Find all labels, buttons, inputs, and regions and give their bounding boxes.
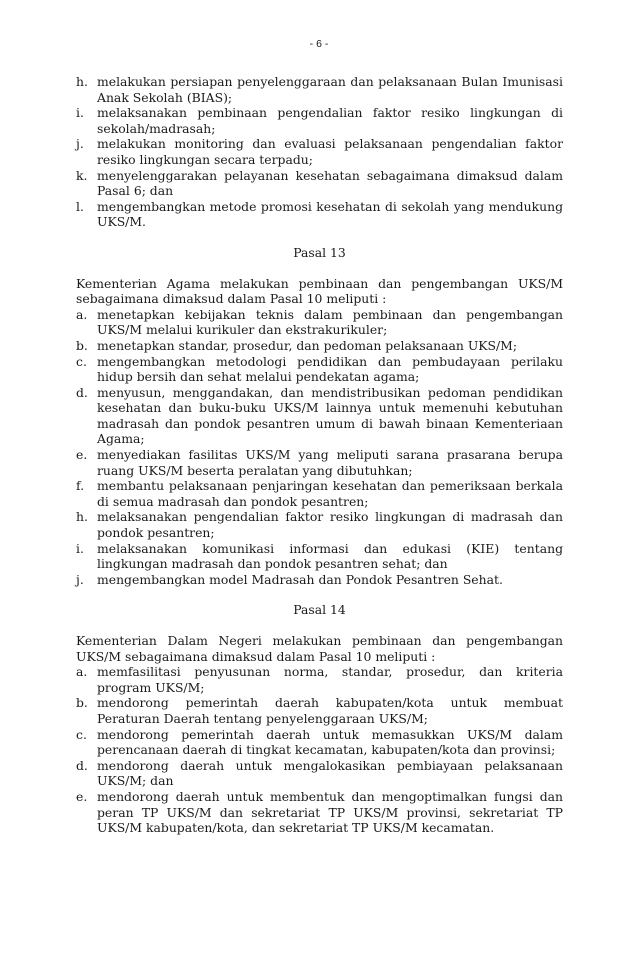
- list-continued: [76, 74, 563, 230]
- list-item-marker: a.: [76, 664, 88, 680]
- pasal-14-intro: Kementerian Dalam Negeri melakukan pembinaan dan pengembangan UKS/M sebagaimana dimaksud dalam Pasal 10 meliputi :: [76, 633, 563, 664]
- list-item-marker: i.: [76, 540, 84, 556]
- list-item-text: mendorong pemerintah daerah kabupaten/kota untuk membuat Peraturan Daerah tentang penyelenggaraan UKS/M;: [97, 695, 563, 726]
- list-item: [76, 695, 563, 726]
- list-item: [76, 105, 563, 136]
- page-number: - 6 -: [309, 38, 329, 50]
- list-item-marker: d.: [76, 757, 88, 773]
- list-item-text: melaksanakan pengendalian faktor resiko lingkungan di madrasah dan pondok pesantren;: [97, 509, 563, 541]
- list-item-text: melakukan persiapan penyelenggaraan dan pelaksanaan Bulan Imunisasi Anak Sekolah (BIAS);: [97, 74, 563, 105]
- list-item: [76, 338, 563, 354]
- list-item-text: melakukan monitoring dan evaluasi pelaksanaan pengendalian faktor resiko lingkungan secara terpadu;: [97, 136, 563, 167]
- list-item-text: mengembangkan model Madrasah dan Pondok Pesantren Sehat.: [97, 571, 503, 587]
- list-item: [76, 136, 563, 167]
- pasal-13-list: [76, 307, 563, 588]
- list-item: [76, 727, 563, 758]
- list-item-marker: j.: [76, 571, 84, 587]
- list-item: [76, 307, 563, 338]
- list-item: [76, 354, 563, 385]
- list-item-text: menetapkan standar, prosedur, dan pedoman pelaksanaan UKS/M;: [97, 337, 518, 353]
- list-item-marker: b.: [76, 695, 88, 711]
- pasal-14-heading: Pasal 14: [293, 602, 346, 618]
- list-item-text: menetapkan kebijakan teknis dalam pembinaan dan pengembangan UKS/M melalui kurikuler dan ekstrakurikuler;: [97, 306, 563, 338]
- list-item-text: mengembangkan metode promosi kesehatan di sekolah yang mendukung UKS/M.: [97, 198, 563, 230]
- list-item-marker: e.: [76, 788, 88, 804]
- list-item: [76, 385, 563, 447]
- list-item-text: mengembangkan metodologi pendidikan dan pembudayaan perilaku hidup bersih dan sehat melalui pendekatan agama;: [97, 353, 563, 385]
- list-item-text: menyediakan fasilitas UKS/M yang meliputi sarana prasarana berupa ruang UKS/M beserta peralatan yang dibutuhkan;: [97, 447, 563, 478]
- list-item: [76, 664, 563, 695]
- list-item-text: menyelenggarakan pelayanan kesehatan sebagaimana dimaksud dalam Pasal 6; dan: [97, 167, 563, 199]
- list-item-text: melaksanakan pembinaan pengendalian faktor resiko lingkungan di sekolah/madrasah;: [97, 105, 563, 136]
- list-item-marker: k.: [76, 167, 88, 183]
- list-item: [76, 541, 563, 572]
- list-item-text: membantu pelaksanaan penjaringan kesehatan dan pemeriksaan berkala di semua madrasah dan pondok pesantren;: [97, 478, 563, 509]
- list-item-marker: f.: [76, 478, 85, 494]
- list-item-marker: j.: [76, 136, 84, 152]
- list-item-marker: c.: [76, 353, 87, 369]
- pasal-13-intro: Kementerian Agama melakukan pembinaan dan pengembangan UKS/M sebagaimana dimaksud dalam Pasal 10 meliputi :: [76, 275, 563, 307]
- list-item-marker: h.: [76, 509, 88, 525]
- list-item-marker: b.: [76, 337, 88, 353]
- list-item-marker: h.: [76, 74, 88, 89]
- list-item-marker: d.: [76, 384, 88, 400]
- list-item: [76, 74, 563, 105]
- list-item: [76, 478, 563, 509]
- list-item-text: melaksanakan komunikasi informasi dan edukasi (KIE) tentang lingkungan madrasah dan pondok pesantren sehat; dan: [97, 540, 563, 572]
- pasal-14-list: [76, 664, 563, 836]
- list-item: [76, 758, 563, 789]
- list-item-text: memfasilitasi penyusunan norma, standar, prosedur, dan kriteria program UKS/M;: [97, 664, 563, 695]
- list-item: [76, 572, 563, 588]
- list-item: [76, 199, 563, 230]
- list-item: [76, 447, 563, 478]
- list-item-marker: l.: [76, 198, 84, 214]
- list-item: [76, 789, 563, 836]
- list-item-marker: c.: [76, 726, 87, 742]
- list-item-text: mendorong daerah untuk membentuk dan mengoptimalkan fungsi dan peran TP UKS/M dan sekretariat TP UKS/M provinsi, sekretariat TP UKS/M kabupaten/kota, dan sekretariat TP UKS/M kecamatan.: [97, 788, 563, 836]
- list-item: [76, 509, 563, 540]
- list-item-marker: a.: [76, 306, 88, 322]
- list-item: [76, 168, 563, 199]
- list-item-text: mendorong daerah untuk mengalokasikan pembiayaan pelaksanaan UKS/M; dan: [97, 757, 563, 789]
- list-item-text: mendorong pemerintah daerah untuk memasukkan UKS/M dalam perencanaan daerah di tingkat kecamatan, kabupaten/kota dan provinsi;: [97, 726, 563, 758]
- document-body: [76, 74, 563, 836]
- pasal-13-heading: Pasal 13: [293, 244, 346, 260]
- list-item-text: menyusun, menggandakan, dan mendistribusikan pedoman pendidikan kesehatan dan buku-buku UKS/M lainnya untuk memenuhi kebutuhan madrasah dan pondok pesantren umum di bawah binaan Kementeriaan Agama;: [97, 384, 563, 447]
- list-item-marker: i.: [76, 105, 84, 121]
- list-item-marker: e.: [76, 447, 88, 463]
